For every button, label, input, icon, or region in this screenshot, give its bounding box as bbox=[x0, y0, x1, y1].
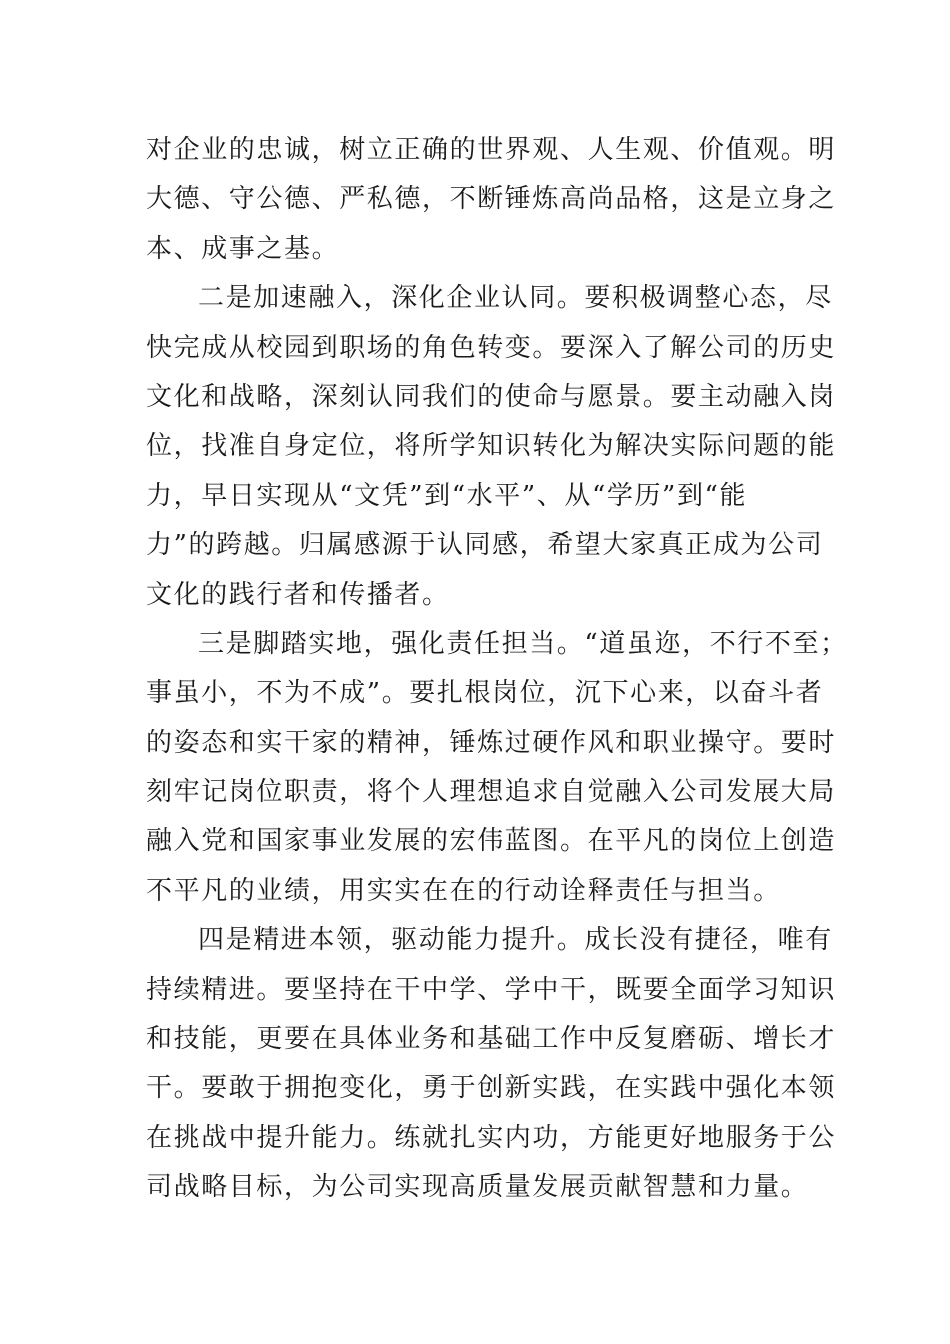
text-line: 在挑战中提升能力。练就扎实内功，方能更好地服务于公 bbox=[146, 1122, 837, 1153]
text-line: 二是加速融入，深化企业认同。要积极调整心态，尽 bbox=[198, 283, 833, 314]
text-line: 事虽小，不为不成”。要扎根岗位，沉下心来，以奋斗者 bbox=[146, 678, 824, 709]
text-line: 融入党和国家事业发展的宏伟蓝图。在平凡的岗位上创造 bbox=[146, 826, 837, 857]
paragraph-point-two bbox=[146, 274, 837, 620]
text-line: 四是精进本领，驱动能力提升。成长没有捷径，唯有 bbox=[198, 925, 833, 956]
text-line: 司战略目标，为公司实现高质量发展贡献智慧和力量。 bbox=[146, 1172, 809, 1203]
text-line: 和技能，更要在具体业务和基础工作中反复磨砺、增长才 bbox=[146, 1024, 837, 1055]
text-line: 大德、守公德、严私德，不断锤炼高尚品格，这是立身之 bbox=[146, 184, 837, 215]
text-line: 不平凡的业绩，用实实在在的行动诠释责任与担当。 bbox=[146, 875, 781, 906]
paragraph-point-four bbox=[146, 916, 837, 1212]
body-text bbox=[146, 126, 848, 1213]
text-line: 三是脚踏实地，强化责任担当。“道虽迩，不行不至； bbox=[198, 628, 848, 659]
paragraph-point-three bbox=[146, 620, 848, 916]
text-line: 对企业的忠诚，树立正确的世界观、人生观、价值观。明 bbox=[146, 135, 837, 165]
text-line: 本、成事之基。 bbox=[146, 233, 340, 264]
text-line: 持续精进。要坚持在干中学、学中干，既要全面学习知识 bbox=[146, 974, 837, 1005]
text-line: 文化和战略，深刻认同我们的使命与愿景。要主动融入岗 bbox=[146, 381, 837, 412]
text-line: 位，找准自身定位，将所学知识转化为解决实际问题的能 bbox=[146, 431, 837, 462]
paragraph-continuation bbox=[146, 126, 837, 274]
text-line: 刻牢记岗位职责，将个人理想追求自觉融入公司发展大局 bbox=[146, 777, 837, 808]
text-line: 力”的跨越。归属感源于认同感，希望大家真正成为公司 bbox=[146, 530, 824, 561]
text-line: 的姿态和实干家的精神，锤炼过硬作风和职业操守。要时 bbox=[146, 727, 837, 758]
text-line: 快完成从校园到职场的角色转变。要深入了解公司的历史 bbox=[146, 332, 837, 363]
text-line: 干。要敢于拥抱变化，勇于创新实践，在实践中强化本领 bbox=[146, 1073, 837, 1104]
text-line: 力，早日实现从“文凭”到“水平”、从“学历”到“能 bbox=[146, 480, 748, 511]
text-line: 文化的践行者和传播者。 bbox=[146, 579, 450, 610]
